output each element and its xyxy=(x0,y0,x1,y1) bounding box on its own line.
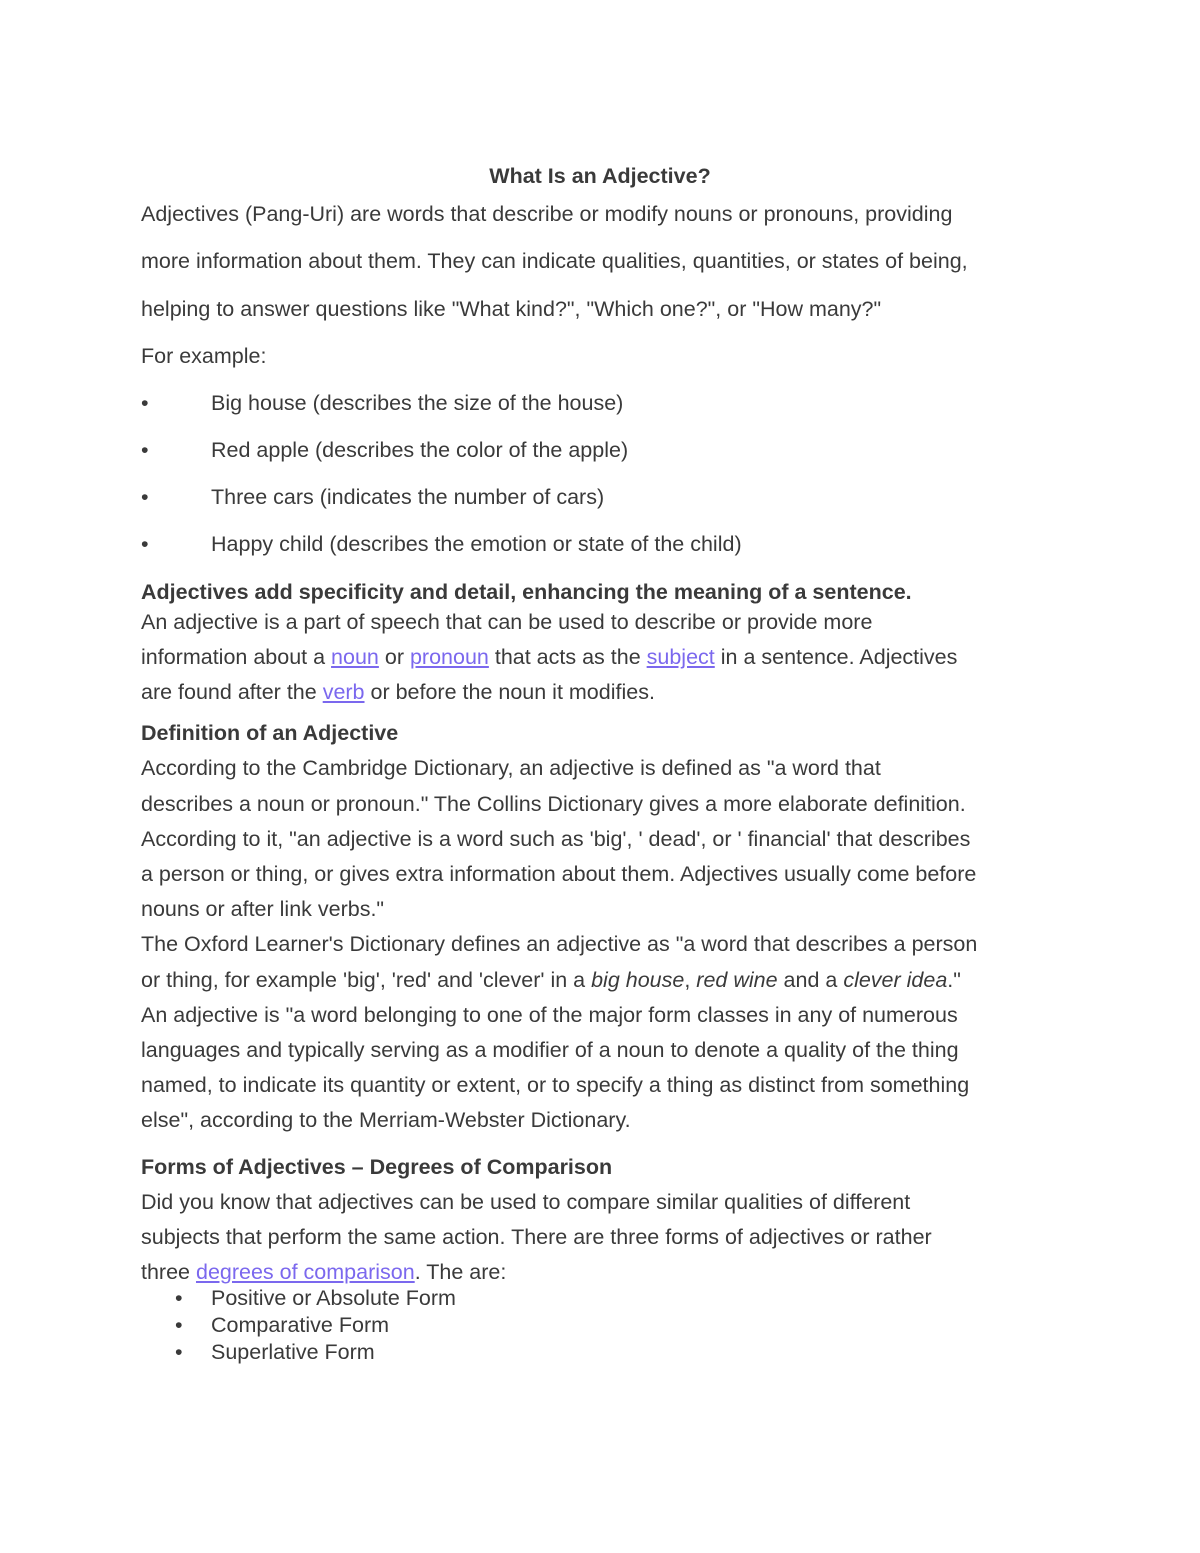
degrees-list xyxy=(141,1285,1061,1366)
bullet-icon: • xyxy=(175,1340,183,1365)
definition-line: nouns or after link verbs." xyxy=(141,897,385,922)
noun-link[interactable]: noun xyxy=(331,644,379,669)
definition-heading: Definition of an Adjective xyxy=(141,721,399,746)
para2 xyxy=(141,605,1061,711)
bullet-icon: • xyxy=(175,1313,183,1338)
text-span: . The are: xyxy=(414,1260,507,1285)
text-span: and a xyxy=(777,967,844,992)
definition-line: According to the Cambridge Dictionary, an adjective is defined as "a word that xyxy=(141,756,881,781)
for-example-label: For example: xyxy=(141,343,267,368)
degree-text: Positive or Absolute Form xyxy=(211,1286,456,1311)
list-item xyxy=(141,1339,1061,1366)
text-span: three xyxy=(141,1260,196,1285)
page-title: What Is an Adjective? xyxy=(489,164,711,188)
text-span: or before the noun it modifies. xyxy=(364,680,655,705)
definition-line: According to it, "an adjective is a word such as 'big', ' dead', or ' financial' that describes xyxy=(141,826,971,851)
definition-line: named, to indicate its quantity or extent, or to specify a thing as distinct from something xyxy=(141,1073,970,1098)
definition-line: a person or thing, or gives extra information about them. Adjectives usually come before xyxy=(141,862,977,887)
text-span: or xyxy=(378,644,410,669)
bullet-icon: • xyxy=(141,485,149,510)
para2-line xyxy=(141,640,1061,675)
example-text: Big house (describes the size of the house) xyxy=(211,390,624,415)
definition-paragraph xyxy=(141,751,1061,1138)
forms-line xyxy=(141,1255,1061,1285)
example-phrase: big house xyxy=(591,967,685,992)
bullet-icon: • xyxy=(175,1286,183,1311)
text-span: , xyxy=(684,967,697,992)
definition-line: languages and typically serving as a modifier of a noun to denote a quality of the thing xyxy=(141,1038,959,1063)
definition-line: else", according to the Merriam-Webster Dictionary. xyxy=(141,1108,631,1133)
intro-line: Adjectives (Pang-Uri) are words that describe or modify nouns or pronouns, providing xyxy=(141,202,953,226)
example-phrase: red wine xyxy=(696,967,778,992)
list-item xyxy=(141,1312,1061,1339)
verb-link[interactable]: verb xyxy=(322,680,365,705)
list-item xyxy=(141,474,1061,521)
forms-paragraph xyxy=(141,1185,1061,1285)
list-item xyxy=(141,521,1061,568)
intro-line: more information about them. They can indicate qualities, quantities, or states of being, xyxy=(141,249,968,274)
document-page xyxy=(141,160,1061,1366)
text-span: information about a xyxy=(141,644,332,669)
bullet-icon: • xyxy=(141,532,149,557)
forms-line: Did you know that adjectives can be used to compare similar qualities of different xyxy=(141,1189,911,1214)
definition-line: An adjective is "a word belonging to one of the major form classes in any of numerous xyxy=(141,1002,958,1027)
example-text: Three cars (indicates the number of cars) xyxy=(211,485,605,510)
text-span: or thing, for example 'big', 'red' and 'clever' in a xyxy=(141,967,592,992)
definition-line: The Oxford Learner's Dictionary defines an adjective as "a word that describes a person xyxy=(141,932,978,957)
intro-line: helping to answer questions like "What kind?", "Which one?", or "How many?" xyxy=(141,296,882,321)
degrees-of-comparison-link[interactable]: degrees of comparison xyxy=(195,1260,415,1285)
para2-line xyxy=(141,675,1061,710)
list-item xyxy=(141,1285,1061,1312)
text-span: ." xyxy=(947,967,961,992)
list-item xyxy=(141,380,1061,427)
example-phrase: clever idea xyxy=(843,967,948,992)
definition-line: describes a noun or pronoun." The Collins Dictionary gives a more elaborate definition. xyxy=(141,791,966,816)
examples-list xyxy=(141,380,1061,569)
definition-line xyxy=(141,963,1061,998)
summary-bold: Adjectives add specificity and detail, enhancing the meaning of a sentence. xyxy=(141,579,912,604)
forms-line: subjects that perform the same action. There are three forms of adjectives or rather xyxy=(141,1225,932,1250)
example-text: Happy child (describes the emotion or state of the child) xyxy=(211,532,742,557)
degree-text: Comparative Form xyxy=(211,1313,390,1338)
intro-paragraph xyxy=(141,191,1061,333)
subject-link[interactable]: subject xyxy=(646,644,715,669)
degree-text: Superlative Form xyxy=(211,1340,375,1365)
example-text: Red apple (describes the color of the apple) xyxy=(211,438,629,463)
bullet-icon: • xyxy=(141,390,149,415)
pronoun-link[interactable]: pronoun xyxy=(409,644,489,669)
text-span: in a sentence. Adjectives xyxy=(714,644,958,669)
forms-heading: Forms of Adjectives – Degrees of Comparison xyxy=(141,1154,613,1179)
text-span: are found after the xyxy=(141,680,323,705)
para2-line: An adjective is a part of speech that can be used to describe or provide more xyxy=(141,609,873,634)
text-span: that acts as the xyxy=(488,644,647,669)
bullet-icon: • xyxy=(141,438,149,463)
list-item xyxy=(141,427,1061,474)
